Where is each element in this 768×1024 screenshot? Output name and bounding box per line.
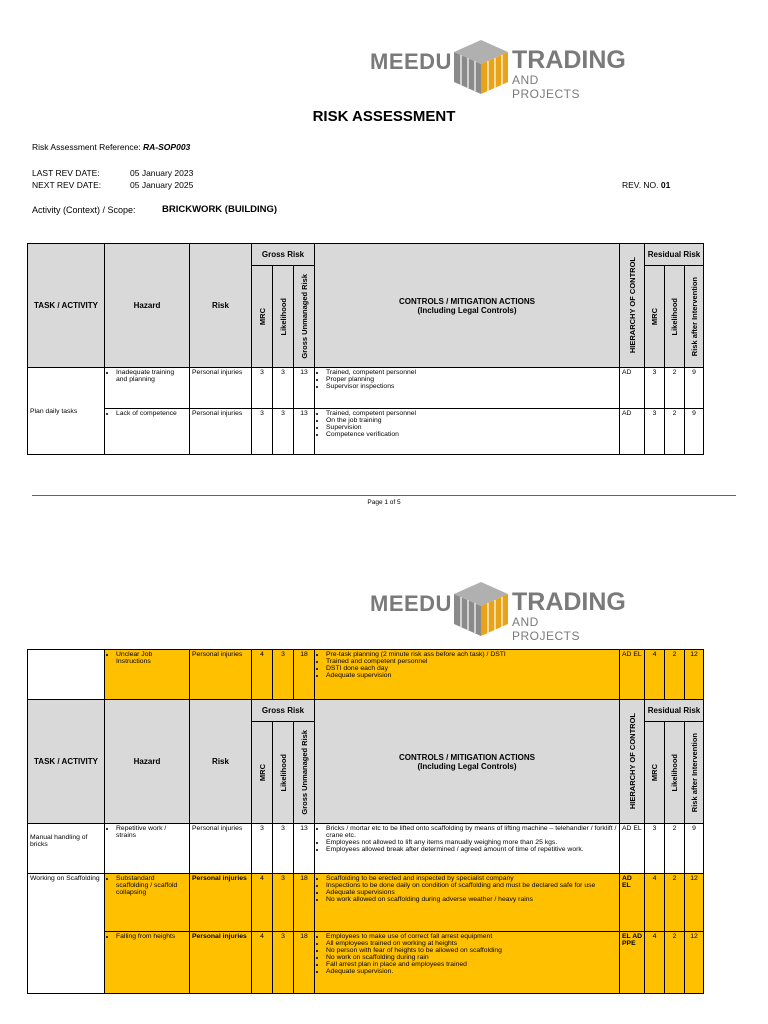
res-mrc-cell: 4 bbox=[645, 874, 665, 932]
gross-cell: 13 bbox=[294, 409, 315, 455]
hoc-cell: AD bbox=[620, 409, 645, 455]
logo-word-trading: TRADING bbox=[512, 588, 626, 616]
logo-subtitle: AND PROJECTS bbox=[512, 615, 581, 643]
res-mrc-cell: 3 bbox=[645, 824, 665, 874]
risk-after-cell: 12 bbox=[685, 874, 704, 932]
hoc-cell: EL AD PPE bbox=[620, 932, 645, 994]
logo-cube-icon bbox=[450, 580, 512, 638]
next-rev-label: NEXT REV DATE: bbox=[32, 180, 102, 190]
hoc-cell: AD bbox=[620, 368, 645, 409]
bullet-item: • Substandard scaffolding / scaffold collapsing bbox=[116, 875, 187, 896]
risk-table-page2 bbox=[27, 649, 704, 994]
header-controls-title: CONTROLS / MITIGATION ACTIONS bbox=[399, 752, 535, 762]
gross-cell: 18 bbox=[294, 874, 315, 932]
risk-after-cell: 9 bbox=[685, 409, 704, 455]
header-hierarchy-label: HIERARCHY OF CONTROL bbox=[627, 713, 637, 810]
header-risk-after bbox=[685, 266, 704, 368]
hoc-cell: AD EL bbox=[620, 874, 645, 932]
res-mrc-cell: 4 bbox=[645, 650, 665, 700]
header-hierarchy bbox=[620, 700, 645, 824]
res-mrc-cell: 4 bbox=[645, 932, 665, 994]
bullet-item: • Trained and competent personnel bbox=[326, 658, 617, 665]
header-likelihood bbox=[273, 722, 294, 824]
header-controls-title: CONTROLS / MITIGATION ACTIONS bbox=[399, 296, 535, 306]
bullet-item: • No work allowed on scaffolding during adverse weather / heavy rains bbox=[326, 896, 617, 903]
bullet-item: • Bricks / mortar etc to be lifted onto scaffolding by means of lifting machine – telehandler / forklift / crane etc. bbox=[326, 825, 617, 839]
rev-no bbox=[622, 180, 670, 190]
header-hierarchy-label: HIERARCHY OF CONTROL bbox=[627, 257, 637, 354]
bullet-item: • Competence verification bbox=[326, 431, 617, 438]
hazard-cell bbox=[105, 874, 190, 932]
logo-word-meedu: MEEDU bbox=[370, 49, 452, 74]
company-logo bbox=[370, 38, 626, 101]
risk-cell: Personal injuries bbox=[190, 650, 252, 700]
bullet-item: • Falling from heights bbox=[116, 933, 187, 940]
header-res-likelihood-label: Likelihood bbox=[670, 753, 679, 792]
gross-cell: 18 bbox=[294, 932, 315, 994]
res-mrc-cell: 3 bbox=[645, 409, 665, 455]
header-controls bbox=[315, 700, 620, 824]
task-cell bbox=[28, 650, 105, 700]
table-row bbox=[28, 824, 704, 874]
task-cell: Working on Scaffolding bbox=[28, 874, 105, 994]
gross-cell: 13 bbox=[294, 824, 315, 874]
header-likelihood-label: Likelihood bbox=[278, 297, 288, 336]
table-row bbox=[28, 650, 704, 700]
hazard-cell bbox=[105, 824, 190, 874]
bullet-item: • All employees trained on working at heights bbox=[326, 940, 617, 947]
header-mrc-label: MRC bbox=[257, 763, 267, 782]
risk-cell: Personal injuries bbox=[190, 368, 252, 409]
header-risk-after-label: Risk after Intervention bbox=[689, 276, 699, 357]
risk-cell: Personal injuries bbox=[190, 932, 252, 994]
header-task: TASK / ACTIVITY bbox=[28, 700, 105, 824]
mrc-cell: 4 bbox=[252, 932, 273, 994]
company-logo bbox=[370, 580, 626, 643]
header-hierarchy bbox=[620, 244, 645, 368]
bullet-item: • Employees not allowed to lift any items manually weighing more than 25 kgs. bbox=[326, 839, 617, 846]
bullet-item: • Proper planning bbox=[326, 376, 617, 383]
res-likelihood-cell: 2 bbox=[665, 874, 685, 932]
risk-cell: Personal injuries bbox=[190, 409, 252, 455]
likelihood-cell: 3 bbox=[273, 932, 294, 994]
header-risk: Risk bbox=[190, 700, 252, 824]
page-number: Page 1 of 5 bbox=[367, 499, 401, 506]
bullet-item: • Adequate supervisions bbox=[326, 889, 617, 896]
controls-cell bbox=[315, 932, 620, 994]
logo-word-meedu: MEEDU bbox=[370, 591, 452, 616]
ref-label: Risk Assessment Reference: bbox=[32, 142, 141, 152]
res-likelihood-cell: 2 bbox=[665, 409, 685, 455]
controls-cell bbox=[315, 409, 620, 455]
hazard-cell bbox=[105, 409, 190, 455]
risk-table-page1 bbox=[27, 243, 704, 455]
ref-value: RA-SOP003 bbox=[143, 142, 191, 152]
hoc-cell: AD EL bbox=[620, 824, 645, 874]
next-rev-value: 05 January 2025 bbox=[130, 180, 194, 190]
gross-cell: 13 bbox=[294, 368, 315, 409]
bullet-item: • DSTI done each day bbox=[326, 665, 617, 672]
header-gross-risk: Gross Risk bbox=[252, 700, 315, 722]
header-controls bbox=[315, 244, 620, 368]
logo-subtitle: AND PROJECTS bbox=[512, 73, 581, 101]
res-likelihood-cell: 2 bbox=[665, 368, 685, 409]
bullet-item: • Repetitive work / strains bbox=[116, 825, 187, 839]
header-residual: Residual Risk bbox=[645, 700, 704, 722]
bullet-item: • Adequate supervision. bbox=[326, 968, 617, 975]
hazard-cell bbox=[105, 368, 190, 409]
table-row bbox=[28, 874, 704, 932]
header-mrc-label: MRC bbox=[257, 307, 267, 326]
header-risk: Risk bbox=[190, 244, 252, 368]
bullet-item: • Fall arrest plan in place and employees trained bbox=[326, 961, 617, 968]
last-rev-label: LAST REV DATE: bbox=[32, 168, 100, 178]
hoc-cell: AD EL bbox=[620, 650, 645, 700]
bullet-item: • Supervisor inspections bbox=[326, 383, 617, 390]
header-res-mrc bbox=[645, 722, 665, 824]
bullet-item: • Scaffolding to be erected and inspected by specialist company bbox=[326, 875, 617, 882]
bullet-item: • Unclear Job Instructions bbox=[116, 651, 187, 665]
page-title: RISK ASSESSMENT bbox=[312, 108, 456, 125]
table-row bbox=[28, 932, 704, 994]
mrc-cell: 4 bbox=[252, 650, 273, 700]
likelihood-cell: 3 bbox=[273, 409, 294, 455]
bullet-item: • Trained, competent personnel bbox=[326, 410, 617, 417]
logo-word-trading: TRADING bbox=[512, 46, 626, 74]
header-res-likelihood bbox=[665, 266, 685, 368]
last-rev-value: 05 January 2023 bbox=[130, 168, 194, 178]
risk-after-cell: 12 bbox=[685, 650, 704, 700]
header-likelihood bbox=[273, 266, 294, 368]
res-likelihood-cell: 2 bbox=[665, 824, 685, 874]
bullet-item: • Trained, competent personnel bbox=[326, 369, 617, 376]
bullet-item: • No work on scaffolding during rain bbox=[326, 954, 617, 961]
header-risk-after bbox=[685, 722, 704, 824]
reference-line bbox=[32, 142, 190, 152]
task-cell: Plan daily tasks bbox=[28, 368, 105, 455]
header-mrc bbox=[252, 266, 273, 368]
header-hazard: Hazard bbox=[105, 244, 190, 368]
bullet-item: • Inspections to be done daily on condition of scaffolding and must be declared safe for use bbox=[326, 882, 617, 889]
header-task: TASK / ACTIVITY bbox=[28, 244, 105, 368]
bullet-item: • Employees to make use of correct fall arrest equipment bbox=[326, 933, 617, 940]
header-gross-unmanaged bbox=[294, 266, 315, 368]
res-mrc-cell: 3 bbox=[645, 368, 665, 409]
rev-no-label: REV. NO. bbox=[622, 180, 659, 190]
bullet-item: • On the job training bbox=[326, 417, 617, 424]
header-likelihood-label: Likelihood bbox=[278, 753, 288, 792]
bullet-item: • Supervision bbox=[326, 424, 617, 431]
header-res-mrc-label: MRC bbox=[650, 307, 659, 326]
risk-after-cell: 9 bbox=[685, 824, 704, 874]
mrc-cell: 3 bbox=[252, 824, 273, 874]
header-residual: Residual Risk bbox=[645, 244, 704, 266]
risk-cell: Personal injuries bbox=[190, 874, 252, 932]
bullet-item: • No person with fear of heights to be allowed on scaffolding bbox=[326, 947, 617, 954]
header-gross-risk: Gross Risk bbox=[252, 244, 315, 266]
hazard-cell bbox=[105, 650, 190, 700]
bullet-item: • Inadequate training and planning bbox=[116, 369, 187, 383]
header-res-likelihood-label: Likelihood bbox=[670, 297, 679, 336]
header-res-likelihood bbox=[665, 722, 685, 824]
likelihood-cell: 3 bbox=[273, 368, 294, 409]
rev-no-value: 01 bbox=[660, 180, 671, 190]
likelihood-cell: 3 bbox=[273, 824, 294, 874]
activity-label: Activity (Context) / Scope: bbox=[32, 205, 136, 215]
task-cell: Manual handling of bricks bbox=[28, 824, 105, 874]
hazard-cell bbox=[105, 932, 190, 994]
likelihood-cell: 3 bbox=[273, 874, 294, 932]
bullet-item: • Adequate supervision bbox=[326, 672, 617, 679]
gross-cell: 18 bbox=[294, 650, 315, 700]
bullet-item: • Pre-task planning (2 minute risk ass before ach task) / DSTI bbox=[326, 651, 617, 658]
header-res-mrc-label: MRC bbox=[650, 763, 659, 782]
header-controls-sub: (Including Legal Controls) bbox=[417, 761, 517, 771]
table-row bbox=[28, 409, 704, 455]
header-mrc bbox=[252, 722, 273, 824]
controls-cell bbox=[315, 824, 620, 874]
risk-after-cell: 9 bbox=[685, 368, 704, 409]
activity-value: BRICKWORK (BUILDING) bbox=[162, 204, 278, 215]
likelihood-cell: 3 bbox=[273, 650, 294, 700]
bullet-item: • Lack of competence bbox=[116, 410, 187, 417]
res-likelihood-cell: 2 bbox=[665, 932, 685, 994]
bullet-item: • Employees allowed break after determined / agreed amount of time of repetitive work. bbox=[326, 846, 617, 853]
mrc-cell: 3 bbox=[252, 368, 273, 409]
header-gross-unmanaged bbox=[294, 722, 315, 824]
header-res-mrc bbox=[645, 266, 665, 368]
res-likelihood-cell: 2 bbox=[665, 650, 685, 700]
table-row bbox=[28, 368, 704, 409]
mrc-cell: 3 bbox=[252, 409, 273, 455]
risk-cell: Personal injuries bbox=[190, 824, 252, 874]
logo-cube-icon bbox=[450, 38, 512, 96]
header-gross-unmanaged-label: Gross Unmanaged Risk bbox=[299, 730, 309, 815]
header-gross-unmanaged-label: Gross Unmanaged Risk bbox=[299, 274, 309, 359]
header-controls-sub: (Including Legal Controls) bbox=[417, 305, 517, 315]
controls-cell bbox=[315, 368, 620, 409]
header-hazard: Hazard bbox=[105, 700, 190, 824]
controls-cell bbox=[315, 650, 620, 700]
mrc-cell: 4 bbox=[252, 874, 273, 932]
header-risk-after-label: Risk after Intervention bbox=[689, 732, 699, 813]
page-divider bbox=[32, 495, 736, 496]
controls-cell bbox=[315, 874, 620, 932]
risk-after-cell: 12 bbox=[685, 932, 704, 994]
